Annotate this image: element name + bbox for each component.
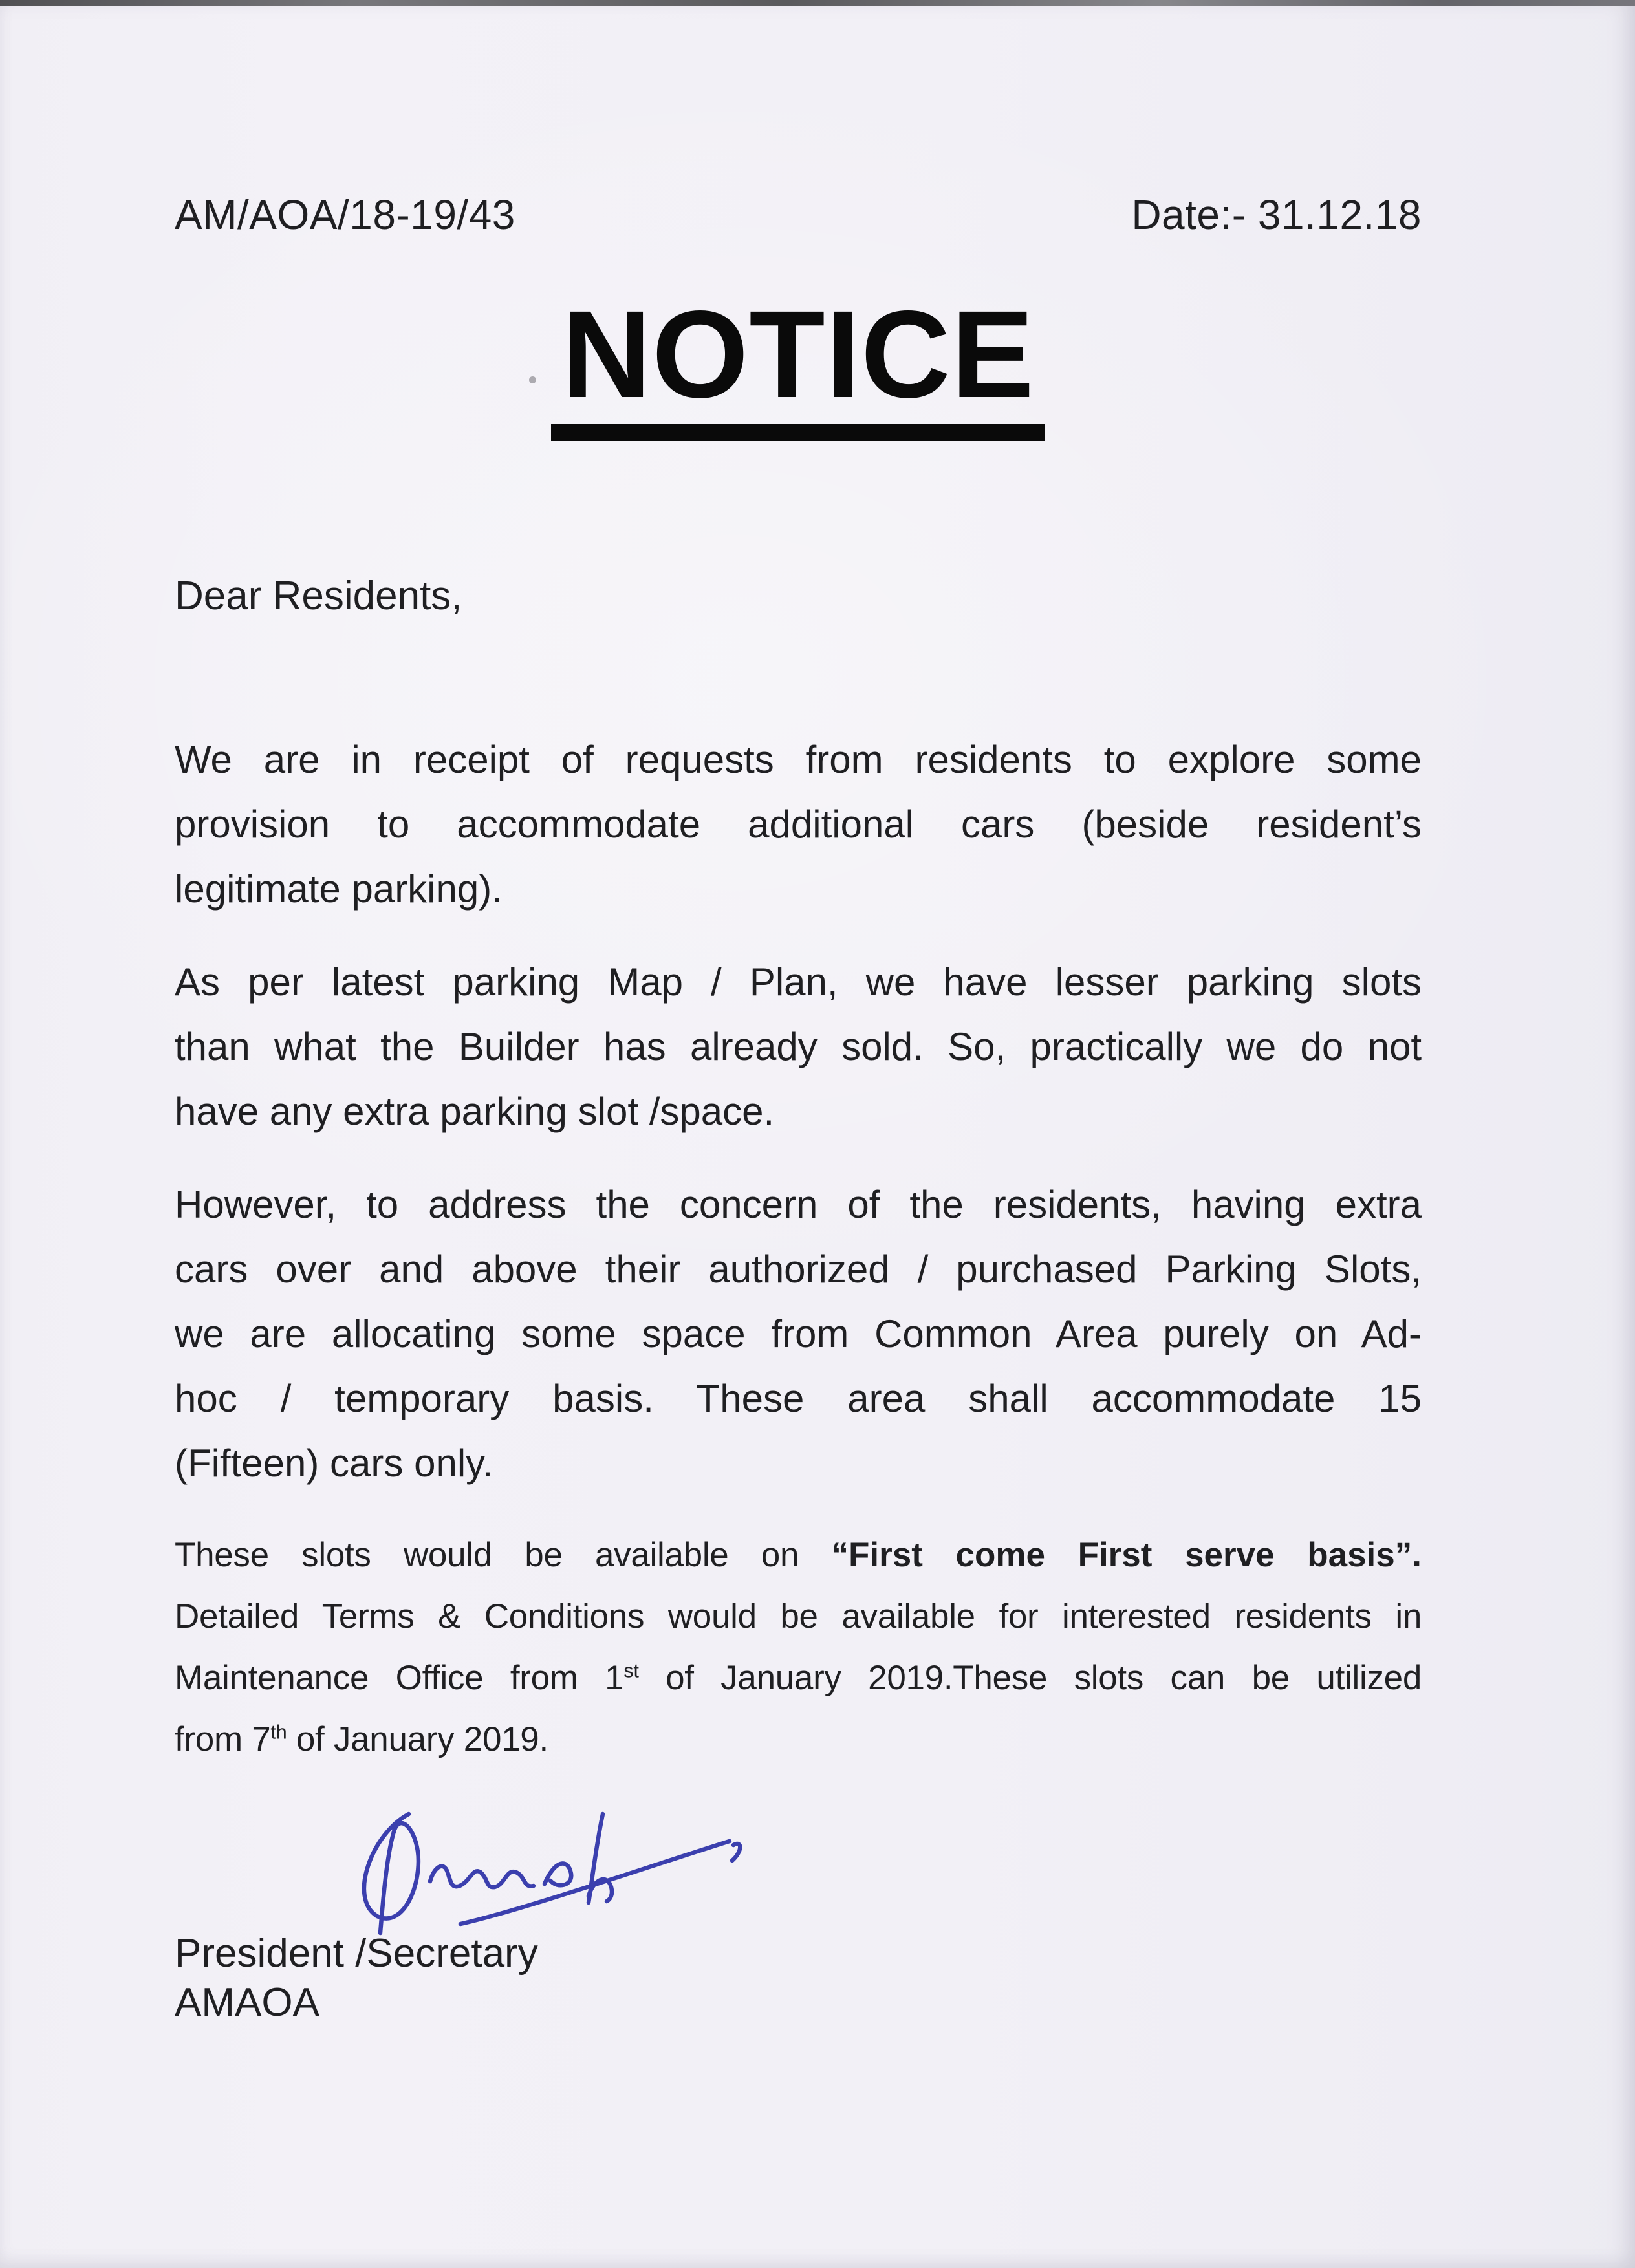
signatory-role: President /Secretary	[175, 1931, 538, 1976]
text-line: hoc / temporary basis. These area shall accommodate 15	[175, 1377, 1422, 1421]
text-line: cars over and above their authorized / purchased Parking Slots,	[175, 1247, 1422, 1291]
text-line	[175, 1647, 1422, 1709]
text-segment: of January 2019.These slots can be utilized	[638, 1659, 1422, 1698]
text-line: legitimate parking).	[175, 867, 503, 911]
notice-title: NOTICE	[551, 303, 1045, 441]
bold-text-segment: “First come First serve basis”.	[831, 1536, 1422, 1575]
letter-header	[175, 0, 1422, 238]
text-segment: of January 2019.	[287, 1720, 548, 1759]
text-line: provision to accommodate additional cars (beside resident’s	[175, 803, 1422, 847]
text-segment: These slots would be available on	[175, 1536, 832, 1575]
handwritten-signature	[310, 1796, 763, 1945]
title-row	[175, 285, 1422, 441]
ordinal-superscript: st	[623, 1659, 639, 1682]
text-line: However, to address the concern of the residents, having extra	[175, 1183, 1422, 1227]
scan-speck	[529, 376, 536, 383]
text-segment: from 7	[175, 1720, 271, 1759]
reference-number: AM/AOA/18-19/43	[175, 191, 515, 238]
paragraph-2	[175, 950, 1422, 1144]
text-line: we are allocating some space from Common Area purely on Ad-	[175, 1312, 1422, 1356]
paragraph-3	[175, 1172, 1422, 1496]
text-line: We are in receipt of requests from residents to explore some	[175, 738, 1422, 782]
signatory-organization: AMAOA	[175, 1980, 319, 2025]
text-line: As per latest parking Map / Plan, we have lesser parking slots	[175, 960, 1422, 1004]
paragraph-1	[175, 728, 1422, 922]
text-line	[175, 1524, 1422, 1586]
text-line: (Fifteen) cars only.	[175, 1442, 493, 1485]
salutation: Dear Residents,	[175, 574, 462, 619]
signature-block	[175, 1796, 1422, 2027]
text-line	[175, 1709, 1422, 1770]
paragraph-4	[175, 1524, 1422, 1770]
scanner-edge-artifact	[0, 0, 1635, 6]
letter-date: Date:- 31.12.18	[1131, 191, 1422, 238]
text-line: have any extra parking slot /space.	[175, 1090, 775, 1134]
ordinal-superscript: th	[270, 1720, 287, 1744]
text-line: than what the Builder has already sold. So, practically we do not	[175, 1025, 1422, 1069]
text-segment: Maintenance Office from 1	[175, 1659, 624, 1698]
text-line: Detailed Terms & Conditions would be available for interested residents in	[175, 1597, 1422, 1636]
